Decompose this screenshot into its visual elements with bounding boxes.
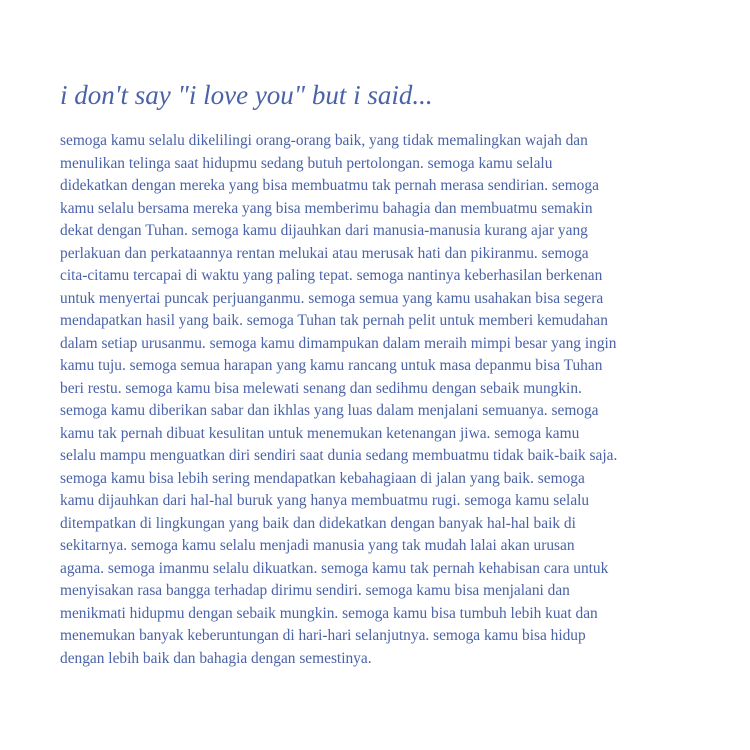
text-line: kamu dijauhkan dari hal-hal buruk yang hanya membuatmu rugi. semoga kamu selalu: [60, 492, 590, 509]
text-line: semoga kamu bisa lebih sering mendapatkan kebahagiaan di jalan yang baik. semoga: [60, 469, 585, 487]
text-line: untuk menyertai puncak perjuanganmu. semoga semua yang kamu usahakan bisa segera: [60, 289, 604, 307]
text-line: menyisakan rasa bangga terhadap dirimu sendiri. semoga kamu bisa menjalani dan: [60, 582, 570, 599]
text-line: dekat dengan Tuhan. semoga kamu dijauhkan dari manusia-manusia kurang ajar yang: [60, 222, 588, 239]
text-line: cita-citamu tercapai di waktu yang paling tepat. semoga nantinya keberhasilan berkenan: [60, 267, 603, 284]
text-line: dengan lebih baik dan bahagia dengan semestinya.: [60, 649, 372, 667]
text-line: selalu mampu menguatkan diri sendiri saat dunia sedang membuatmu tidak baik-baik saja.: [60, 447, 618, 464]
text-line: beri restu. semoga kamu bisa melewati senang dan sedihmu dengan sebaik mungkin.: [60, 379, 582, 397]
text-line: mendapatkan hasil yang baik. semoga Tuhan tak pernah pelit untuk memberi kemudahan: [60, 312, 608, 329]
text-line: menikmati hidupmu dengan sebaik mungkin. semoga kamu bisa tumbuh lebih kuat dan: [60, 604, 598, 622]
text-line: agama. semoga imanmu selalu dikuatkan. semoga kamu tak pernah kehabisan cara untuk: [60, 559, 609, 577]
body-paragraph: [60, 130, 700, 670]
text-line: kamu tak pernah dibuat kesulitan untuk menemukan ketenangan jiwa. semoga kamu: [60, 424, 580, 442]
page-title: i don't say "i love you" but i said...: [60, 80, 433, 110]
text-line: kamu selalu bersama mereka yang bisa memberimu bahagia dan membuatmu semakin: [60, 199, 593, 217]
text-line: sekitarnya. semoga kamu selalu menjadi manusia yang tak mudah lalai akan urusan: [60, 537, 575, 554]
text-line: perlakuan dan perkataannya rentan melukai atau merusak hati dan pikiranmu. semoga: [60, 244, 589, 262]
text-line: ditempatkan di lingkungan yang baik dan didekatkan dengan banyak hal-hal baik di: [60, 514, 576, 532]
text-line: semoga kamu diberikan sabar dan ikhlas yang luas dalam menjalani semuanya. semoga: [60, 402, 599, 419]
text-line: menulikan telinga saat hidupmu sedang butuh pertolongan. semoga kamu selalu: [60, 154, 553, 172]
text-line: didekatkan dengan mereka yang bisa membuatmu tak pernah merasa sendirian. semoga: [60, 177, 599, 194]
text-line: kamu tuju. semoga semua harapan yang kamu rancang untuk masa depanmu bisa Tuhan: [60, 357, 603, 374]
text-line: menemukan banyak keberuntungan di hari-hari selanjutnya. semoga kamu bisa hidup: [60, 627, 586, 644]
text-line: semoga kamu selalu dikelilingi orang-orang baik, yang tidak memalingkan wajah dan: [60, 132, 588, 149]
text-line: dalam setiap urusanmu. semoga kamu dimampukan dalam meraih mimpi besar yang ingin: [60, 334, 617, 352]
